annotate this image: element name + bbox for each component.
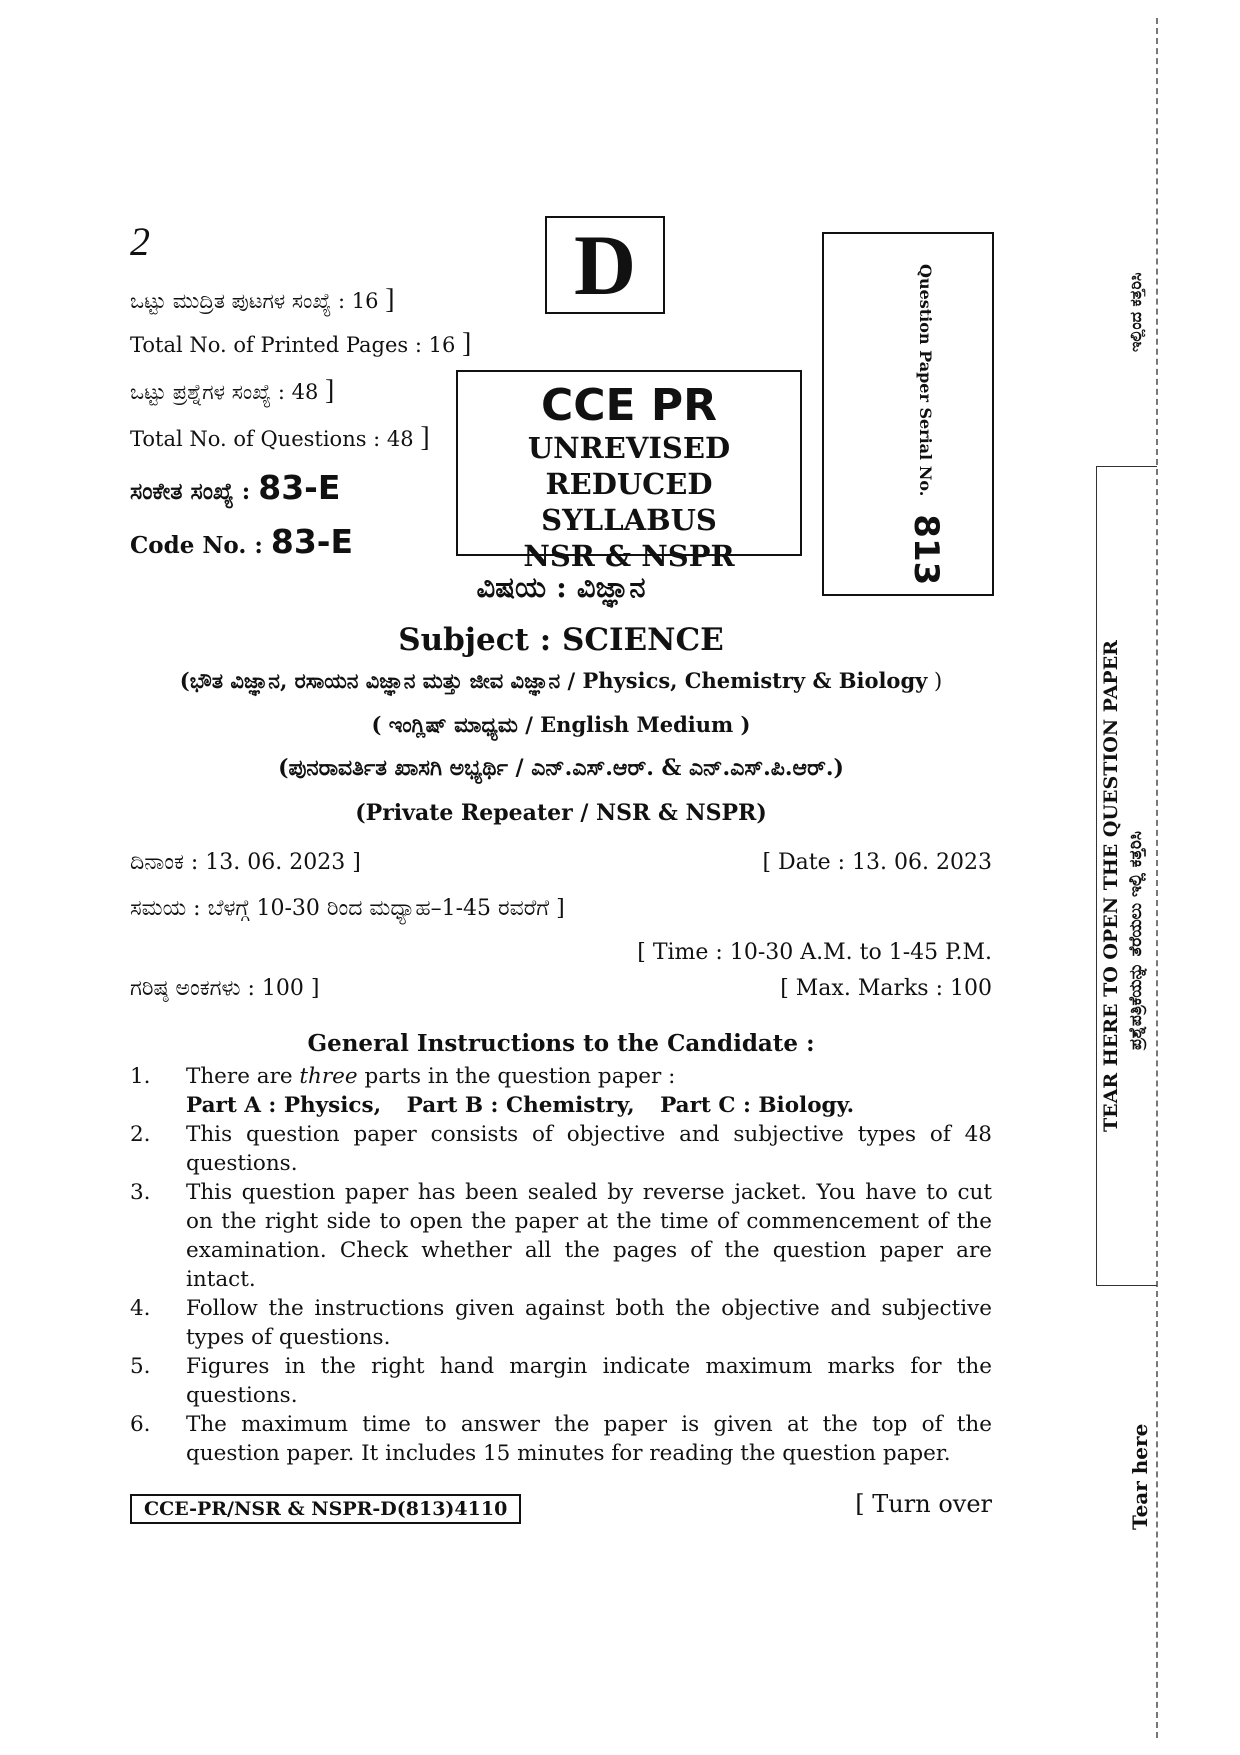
instructions-list <box>130 1062 992 1468</box>
bracket: ] <box>420 422 430 453</box>
instruction-text: Figures in the right hand margin indicate maximum marks for the questions. <box>186 1354 992 1408</box>
instruction-item <box>130 1062 992 1120</box>
bracket: ] <box>325 375 335 406</box>
turn-over: [ Turn over <box>855 1490 992 1518</box>
page-number: 2 <box>130 219 150 264</box>
serial-number-box <box>822 232 994 596</box>
en-code-label: Code No. : <box>130 532 263 559</box>
date-en: [ Date : 13. 06. 2023 <box>762 850 992 875</box>
time-kn-row <box>130 896 992 921</box>
kn-code-label: ಸಂಕೇತ ಸಂಖ್ಯೆ : <box>130 478 251 505</box>
en-printed-pages-text: Total No. of Printed Pages : 16 <box>130 333 456 357</box>
subject-title: Subject : SCIENCE <box>398 622 724 658</box>
serial-number: 813 <box>906 514 946 586</box>
tear-instruction-en: TEAR HERE TO OPEN THE QUESTION PAPER <box>1100 640 1122 1132</box>
serial-label: Question Paper Serial No. <box>916 264 936 497</box>
kn-code-number <box>130 468 340 507</box>
instruction-number: 5. <box>130 1354 151 1379</box>
exam-type-line-2: REDUCED SYLLABUS <box>541 467 717 537</box>
part-b: Part B : Chemistry, <box>406 1093 635 1118</box>
instruction-number: 3. <box>130 1180 151 1205</box>
medium: ( ಇಂಗ್ಲಿಷ್ ಮಾಧ್ಯಮ / English Medium ) <box>371 712 751 737</box>
bracket: ] <box>462 328 472 359</box>
part-c: Part C : Biology. <box>660 1093 855 1118</box>
marks-en: [ Max. Marks : 100 <box>780 976 992 1001</box>
top-cut-kn: ಇಲ್ಲಿಂದ ಕತ್ತರಿಸಿ <box>1126 272 1145 352</box>
date-row <box>130 850 992 875</box>
exam-type-title: CCE PR <box>540 380 718 431</box>
instruction-text: There are <box>186 1064 300 1089</box>
en-printed-pages <box>130 328 471 360</box>
version-letter-box <box>545 216 665 314</box>
tear-instruction-kn: ಪ್ರಶ್ನೆಪತ್ರಿಕೆಯನ್ನು ತೆರೆಯಲು ಇಲ್ಲಿ ಕತ್ತರಿಸಿ <box>1126 831 1146 1050</box>
instruction-number: 6. <box>130 1412 151 1437</box>
kn-total-questions <box>130 375 334 407</box>
instruction-emphasis: three <box>299 1064 358 1089</box>
instruction-number: 1. <box>130 1064 151 1089</box>
time-kn: ಸಮಯ : ಬೆಳಗ್ಗೆ 10-30 ರಿಂದ ಮಧ್ಯಾಹ–1-45 ರವರೆಗೆ ] <box>130 896 565 921</box>
instruction-number: 2. <box>130 1122 151 1147</box>
paper-code-box: CCE-PR/NSR & NSPR-D(813)4110 <box>130 1494 521 1524</box>
instruction-text: parts in the question paper : <box>357 1064 676 1089</box>
exam-type-line-1: UNREVISED <box>527 431 731 465</box>
subject-kn: ವಿಷಯ : ವಿಜ್ಞಾನ <box>476 570 646 604</box>
version-letter: D <box>573 217 637 313</box>
marks-kn: ಗರಿಷ್ಠ ಅಂಕಗಳು : 100 ] <box>130 976 320 1001</box>
instruction-text: Follow the instructions given against both the objective and subjective types of questions. <box>186 1296 992 1350</box>
en-total-questions-text: Total No. of Questions : 48 <box>130 427 414 451</box>
en-total-questions <box>130 422 430 454</box>
marks-row <box>130 976 992 1001</box>
subject-branches <box>130 668 992 694</box>
kn-printed-pages-text: ಒಟ್ಟು ಮುದ್ರಿತ ಪುಟಗಳ ಸಂಖ್ಯೆ : 16 <box>130 289 379 313</box>
bracket: ] <box>385 284 395 315</box>
branches-kn: (ಭೌತ ವಿಜ್ಞಾನ, ರಸಾಯನ ವಿಜ್ಞಾನ ಮತ್ತು ಜೀವ ವಿಜ್ಞಾನ / <box>179 668 583 693</box>
branches-close: ) <box>927 669 943 693</box>
part-a: Part A : Physics, <box>186 1093 382 1118</box>
instruction-text: The maximum time to answer the paper is given at the top of the question paper. It includes 15 minutes for reading the question paper. <box>186 1412 992 1466</box>
instruction-text: This question paper has been sealed by reverse jacket. You have to cut on the right side to open the paper at the time of commencement of the examination. Check whether all the pages of the question paper are intact. <box>186 1180 992 1292</box>
instruction-text: This question paper consists of objective and subjective types of 48 questions. <box>186 1122 992 1176</box>
branches-en: Physics, Chemistry & Biology <box>582 668 928 693</box>
en-code-value: 83-E <box>270 522 354 561</box>
repeater-kn: (ಪುನರಾವರ್ತಿತ ಖಾಸಗಿ ಅಭ್ಯರ್ಥಿ / ಎನ್.ಎಸ್.ಆರ್. & ಎನ್.ಎಸ್.ಪಿ.ಆರ್.) <box>278 755 844 781</box>
instruction-item <box>130 1178 992 1294</box>
exam-type-line-3: NSR & NSPR <box>523 539 735 573</box>
instruction-item <box>130 1294 992 1352</box>
exam-type-box <box>456 370 802 573</box>
time-en: [ Time : 10-30 A.M. to 1-45 P.M. <box>637 940 992 965</box>
en-code-number <box>130 522 353 561</box>
kn-total-questions-text: ಒಟ್ಟು ಪ್ರಶ್ನೆಗಳ ಸಂಖ್ಯೆ : 48 <box>130 380 319 404</box>
instruction-item <box>130 1352 992 1410</box>
date-kn: ದಿನಾಂಕ : 13. 06. 2023 ] <box>130 850 361 875</box>
repeater-en: (Private Repeater / NSR & NSPR) <box>355 800 767 826</box>
instruction-number: 4. <box>130 1296 151 1321</box>
instructions-heading: General Instructions to the Candidate : <box>307 1030 815 1057</box>
instruction-item <box>130 1410 992 1468</box>
tear-here-label: Tear here <box>1128 1423 1152 1530</box>
kn-code-value: 83-E <box>258 468 341 507</box>
parts-list <box>186 1091 992 1120</box>
instruction-item <box>130 1120 992 1178</box>
kn-printed-pages <box>130 284 395 316</box>
